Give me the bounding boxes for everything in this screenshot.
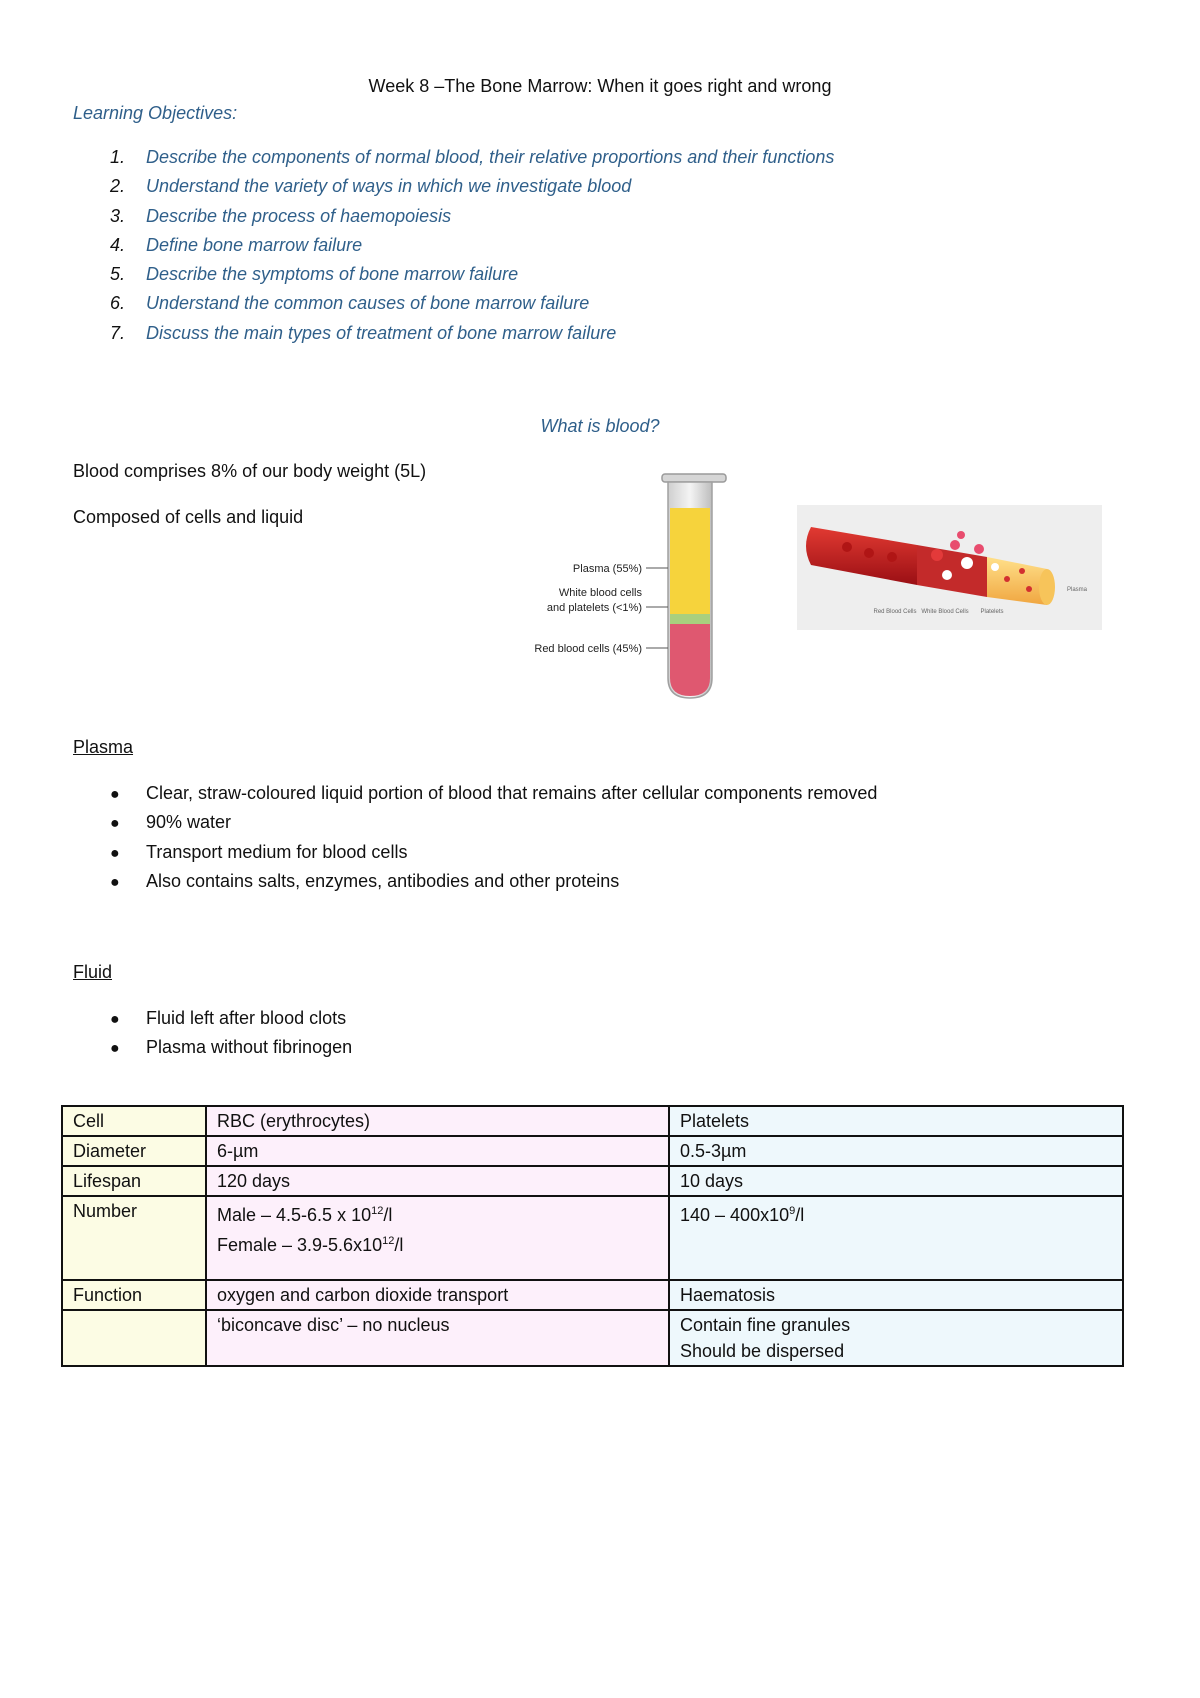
white-cell <box>961 557 973 569</box>
female-count-exponent: 12 <box>382 1235 395 1247</box>
platelet-count-base: 140 – 400x10 <box>680 1205 790 1225</box>
blood-test-tube-figure <box>510 468 740 708</box>
list-item-text: Define bone marrow failure <box>146 234 363 255</box>
list-item <box>110 811 877 840</box>
male-count-unit: /l <box>383 1205 393 1225</box>
female-count-unit: /l <box>394 1235 404 1255</box>
platelet <box>1004 576 1010 582</box>
female-count <box>217 1228 658 1258</box>
white-cell <box>991 563 999 571</box>
list-number: 3. <box>110 205 126 226</box>
list-item <box>110 782 877 811</box>
table-cell: 0.5-3µm <box>669 1136 1123 1166</box>
vessel-wall-red <box>806 527 917 585</box>
table-row <box>62 1136 1123 1166</box>
list-item <box>110 234 834 263</box>
what-is-blood-heading: What is blood? <box>540 416 660 436</box>
list-number: 1. <box>110 147 126 167</box>
table-cell <box>669 1196 1123 1280</box>
red-cell <box>842 542 852 552</box>
red-cell <box>950 540 960 550</box>
table-row <box>62 1310 1123 1366</box>
blood-vessel-illustration <box>797 505 1102 630</box>
test-tube-illustration <box>510 468 740 708</box>
table-cell: Lifespan <box>62 1166 206 1196</box>
list-item-text: Plasma without fibrinogen <box>146 1037 353 1058</box>
table-cell: 10 days <box>669 1166 1123 1196</box>
platelet <box>1026 586 1032 592</box>
tube-rim <box>662 474 726 482</box>
platelet-count-exponent: 9 <box>789 1205 796 1217</box>
list-item-text: Discuss the main types of treatment of bone marrow failure <box>146 322 617 343</box>
vessel-opening <box>1039 569 1055 605</box>
list-item-text: Describe the components of normal blood, their relative proportions and their functions <box>146 147 835 167</box>
red-cell <box>931 549 943 561</box>
list-number: 2. <box>110 176 126 197</box>
rbc-label: Red blood cells (45%) <box>534 643 642 655</box>
list-number: 6. <box>110 293 126 314</box>
list-item-text: Describe the symptoms of bone marrow failure <box>146 264 519 285</box>
bullet-icon: ● <box>110 873 120 891</box>
red-cell <box>957 531 965 539</box>
platelet-note-1: Contain fine granules <box>680 1315 851 1335</box>
male-count-exponent: 12 <box>371 1205 384 1217</box>
table-row <box>62 1280 1123 1310</box>
list-item <box>110 322 834 351</box>
list-item <box>110 1007 352 1036</box>
bullet-icon: ● <box>110 844 120 862</box>
table-cell: Cell <box>62 1106 206 1136</box>
blood-fact-composition: Composed of cells and liquid <box>73 507 304 527</box>
list-item <box>110 175 834 204</box>
page-title: Week 8 –The Bone Marrow: When it goes right and wrong <box>368 76 832 96</box>
list-item-text: 90% water <box>146 812 232 833</box>
table-cell <box>669 1310 1123 1366</box>
bullet-icon: ● <box>110 815 120 833</box>
table-cell: RBC (erythrocytes) <box>206 1106 669 1136</box>
list-number: 5. <box>110 264 126 285</box>
female-count-base: Female – 3.9-5.6x10 <box>217 1235 383 1255</box>
bullet-icon: ● <box>110 1011 120 1028</box>
list-item <box>110 841 877 870</box>
table-cell: Function <box>62 1280 206 1310</box>
list-item-text: Describe the process of haemopoiesis <box>146 205 452 226</box>
vessel-label-plasma: Plasma <box>1066 587 1088 593</box>
platelet-count-unit: /l <box>795 1205 805 1225</box>
buffy-coat-layer <box>670 614 710 624</box>
blood-vessel-figure <box>797 505 1102 630</box>
list-item <box>110 146 834 175</box>
red-cell <box>864 548 874 558</box>
table-cell: 120 days <box>206 1166 669 1196</box>
table-cell: Diameter <box>62 1136 206 1166</box>
list-number: 4. <box>110 234 126 255</box>
list-item-text: Transport medium for blood cells <box>146 841 408 862</box>
red-cell <box>974 544 984 554</box>
list-item-text: Fluid left after blood clots <box>146 1008 347 1028</box>
vessel-label-platelets: Platelets <box>980 609 1004 615</box>
plasma-label: Plasma (55%) <box>572 563 642 575</box>
list-item <box>110 870 877 899</box>
list-item-text: Understand the common causes of bone marrow failure <box>146 293 590 314</box>
list-item <box>110 292 834 321</box>
list-item-text: Clear, straw-coloured liquid portion of blood that remains after cellular components removed <box>146 783 878 803</box>
wbc-label-line1: White blood cells <box>558 587 642 599</box>
table-cell: ‘biconcave disc’ – no nucleus <box>206 1310 669 1366</box>
table-cell: Haematosis <box>669 1280 1123 1310</box>
white-cell <box>942 570 952 580</box>
table-row <box>62 1166 1123 1196</box>
list-item <box>110 1036 352 1065</box>
platelet-note-2: Should be dispersed <box>680 1341 845 1361</box>
bullet-icon: ● <box>110 1040 120 1058</box>
red-cell-layer <box>670 624 710 696</box>
male-count-base: Male – 4.5-6.5 x 10 <box>217 1205 372 1225</box>
list-item-text: Also contains salts, enzymes, antibodies and other proteins <box>146 870 620 891</box>
fluid-list <box>110 1007 352 1066</box>
wbc-label-line2: and platelets (<1%) <box>546 602 642 614</box>
fluid-heading: Fluid <box>73 962 113 982</box>
bullet-icon: ● <box>110 786 120 803</box>
table-cell <box>62 1310 206 1366</box>
table-cell: Platelets <box>669 1106 1123 1136</box>
table-row <box>62 1196 1123 1280</box>
cell-comparison-table <box>61 1105 1124 1367</box>
plasma-list <box>110 782 877 899</box>
list-item-text: Understand the variety of ways in which we investigate blood <box>146 176 632 197</box>
vessel-label-wbc: White Blood Cells <box>921 609 969 615</box>
blood-fact-weight: Blood comprises 8% of our body weight (5L) <box>73 461 427 481</box>
list-number: 7. <box>110 322 126 343</box>
platelet <box>1019 568 1025 574</box>
red-cell <box>887 552 897 562</box>
plasma-layer <box>670 508 710 614</box>
table-cell: 6-µm <box>206 1136 669 1166</box>
table-cell: oxygen and carbon dioxide transport <box>206 1280 669 1310</box>
vessel-label-rbc: Red Blood Cells <box>873 609 917 615</box>
list-item <box>110 263 834 292</box>
plasma-heading: Plasma <box>73 737 134 757</box>
list-item <box>110 205 834 234</box>
table-cell <box>206 1196 669 1280</box>
learning-objectives-heading: Learning Objectives: <box>73 103 238 123</box>
table-row <box>62 1106 1123 1136</box>
male-count <box>217 1198 658 1228</box>
learning-objectives-list <box>110 146 834 351</box>
table-cell: Number <box>62 1196 206 1280</box>
